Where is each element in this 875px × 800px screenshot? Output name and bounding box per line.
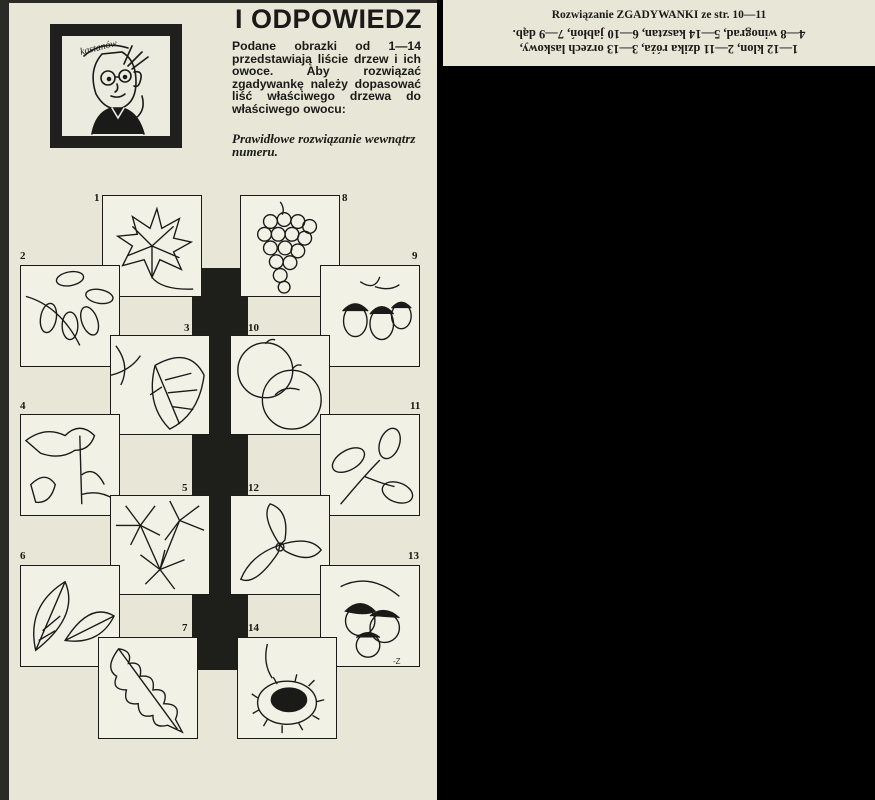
tile-2-rose-leaf xyxy=(20,265,120,367)
tile-11-rosehips xyxy=(320,414,420,516)
artist-signature: -Z xyxy=(393,657,401,666)
maple-seeds-icon xyxy=(231,496,329,594)
grapevine-leaf-icon xyxy=(21,415,119,515)
tile-number: 13 xyxy=(408,550,419,562)
answer-title: Rozwiązanie ZGADYWANKI ze str. 10—11 xyxy=(551,9,767,21)
page-edge-rule xyxy=(0,0,9,800)
tile-number: 12 xyxy=(248,482,259,494)
tile-number: 9 xyxy=(412,250,418,262)
tile-number: 8 xyxy=(342,192,348,204)
tile-4-grapevine-leaf xyxy=(20,414,120,516)
page-top-rule xyxy=(9,0,437,3)
connector-bar xyxy=(192,268,248,670)
horse-chestnut-icon xyxy=(238,638,336,738)
tile-number: 14 xyxy=(248,622,259,634)
rose-leaf-icon xyxy=(21,266,119,366)
rosehips-icon xyxy=(321,415,419,515)
apples-icon xyxy=(231,336,329,434)
tile-number: 7 xyxy=(182,622,188,634)
tile-9-acorns xyxy=(320,265,420,367)
tile-number: 5 xyxy=(182,482,188,494)
tile-number: 10 xyxy=(248,322,259,334)
tile-number: 11 xyxy=(410,400,421,412)
tile-number: 2 xyxy=(20,250,26,262)
portrait-frame xyxy=(50,24,182,148)
tile-7-oak-leaf xyxy=(98,637,198,739)
solution-note: Prawidłowe rozwiązanie wewnątrz numeru. xyxy=(232,131,416,159)
thinking-man-illustration xyxy=(62,36,170,136)
tile-10-apples xyxy=(230,335,330,435)
page-title: I ODPOWIEDZ xyxy=(235,4,422,34)
answer-line-1: 1—12 klon, 2—11 dzika róża, 3—13 orzech laskowy, xyxy=(519,42,799,56)
intro-text: Podane obrazki od 1—14 przedstawiają liście drzew i ich owoce. Aby rozwiązać zgadywankę należy dopasować liść właściwego drzewa do właściwego owocu: xyxy=(232,39,421,116)
tile-12-maple-seeds xyxy=(230,495,330,595)
tile-number: 3 xyxy=(184,322,190,334)
magazine-page xyxy=(0,0,437,800)
hazel-leaf-icon xyxy=(111,336,209,434)
tile-5-chestnut-leaf xyxy=(110,495,210,595)
portrait-caption: kastanów xyxy=(78,37,119,58)
acorns-icon xyxy=(321,266,419,366)
tile-14-horse-chestnut xyxy=(237,637,337,739)
tile-number: 1 xyxy=(94,192,100,204)
chestnut-leaf-icon xyxy=(111,496,209,594)
tile-number: 6 xyxy=(20,550,26,562)
thinking-man-icon xyxy=(62,36,170,136)
tile-number: 4 xyxy=(20,400,26,412)
oak-leaf-icon xyxy=(99,638,197,738)
answer-clipping xyxy=(443,0,875,66)
answer-line-2: 4—8 winograd, 5—14 kasztan, 6—10 jabłoń, 7—9 dąb. xyxy=(512,27,806,41)
tile-3-hazel-leaf xyxy=(110,335,210,435)
